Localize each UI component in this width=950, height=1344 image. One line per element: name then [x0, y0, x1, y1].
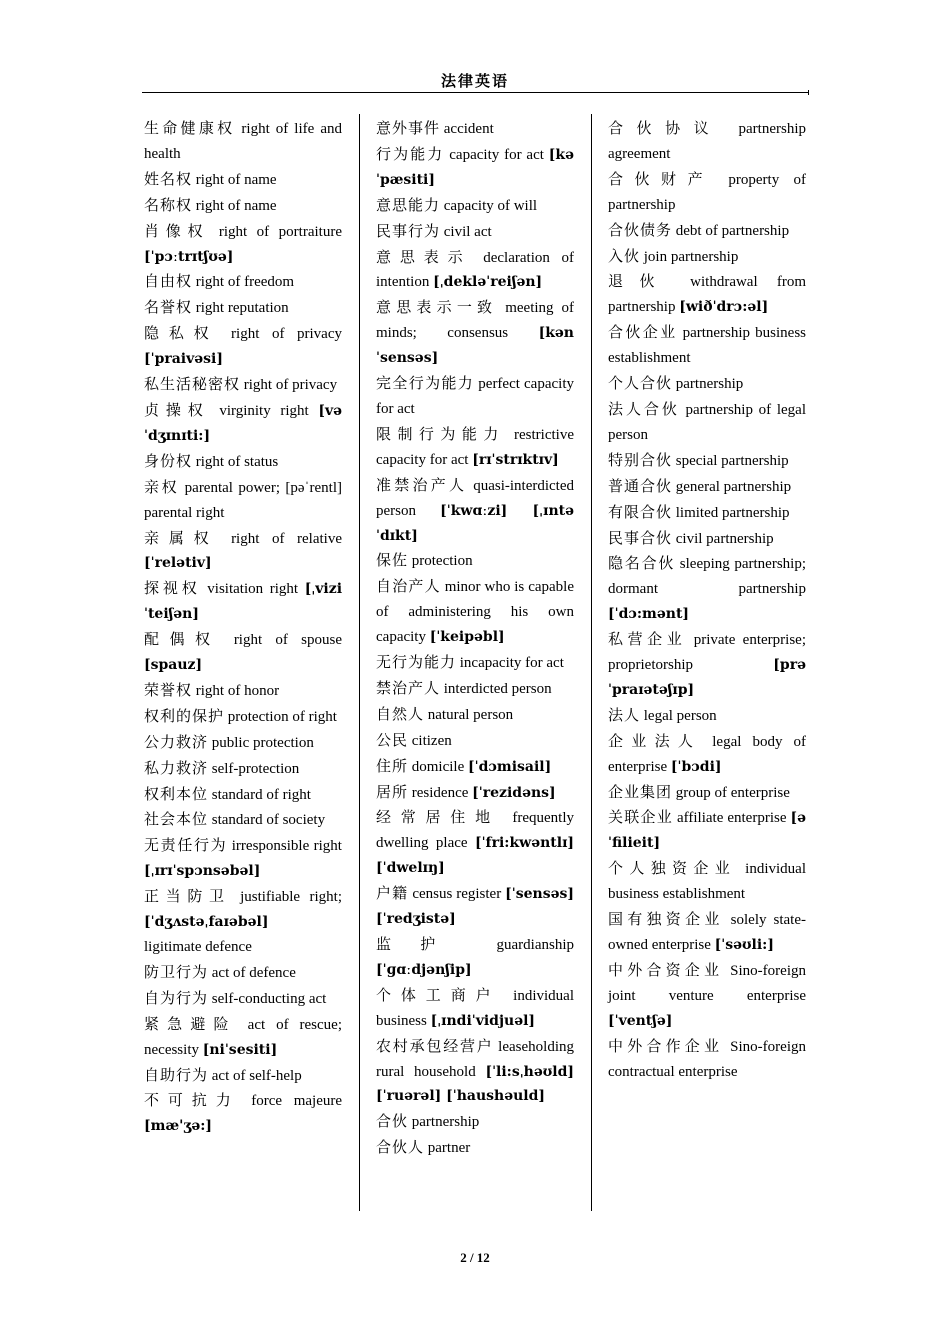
term-chinese: 个体工商户: [376, 985, 501, 1004]
term-chinese: 亲权: [144, 477, 180, 496]
glossary-entry: [376, 983, 574, 1034]
term-english: Sino-foreign joint venture enterprise: [608, 962, 806, 1004]
glossary-entry: [376, 650, 574, 676]
term-pronunciation: [ˈsensəs] [ˈredʒistə]: [376, 886, 574, 928]
term-english: right of privacy: [243, 377, 338, 394]
term-english: partnership of legal person: [608, 401, 806, 443]
term-english: interdicted person: [443, 680, 552, 697]
term-pronunciation: [spauz]: [144, 657, 203, 674]
glossary-entry: [608, 551, 806, 627]
glossary-entry: [608, 244, 806, 270]
glossary-entry: [144, 807, 342, 833]
term-chinese: 私力救济: [144, 758, 209, 777]
term-english: partnership: [675, 376, 744, 393]
term-english: capacity of will: [443, 197, 538, 214]
glossary-entry: [608, 627, 806, 703]
term-chinese: 合伙协议: [608, 119, 723, 137]
glossary-entry: [376, 881, 574, 932]
glossary-entry: [144, 782, 342, 808]
glossary-entry: [144, 449, 342, 475]
glossary-entry: [144, 833, 342, 884]
term-chinese: 自为行为: [144, 988, 209, 1007]
term-english: withdrawal from partnership: [608, 274, 807, 316]
term-chinese: 紧急避险: [144, 1014, 237, 1033]
term-chinese: 意思表示一致: [376, 298, 498, 317]
glossary-entry: [144, 193, 342, 219]
term-chinese: 正当防卫: [144, 887, 231, 906]
glossary-entry: [144, 704, 342, 730]
glossary-entry: [608, 856, 806, 907]
term-chinese: 民事行为: [376, 221, 441, 240]
term-english: justifiable right;: [240, 889, 342, 906]
term-english: right of freedom: [195, 274, 295, 291]
term-chinese: 无责任行为: [144, 836, 228, 855]
term-chinese: 名称权: [144, 195, 193, 214]
term-chinese: 防卫行为: [144, 962, 209, 981]
header-rule-tick: [808, 90, 809, 95]
term-english: group of enterprise: [675, 784, 790, 801]
term-english: individual business establishment: [608, 861, 806, 903]
page-number: 2 / 12: [460, 1250, 490, 1265]
term-english: right of life and health: [144, 121, 342, 162]
term-english: natural person: [427, 706, 514, 723]
term-english: partner: [427, 1140, 471, 1157]
glossary-entry: [376, 371, 574, 422]
term-english: sleeping partnership; dormant partnership: [608, 556, 806, 598]
glossary-entry: [144, 167, 342, 193]
term-chinese: 公民: [376, 730, 409, 749]
term-chinese: 配偶权: [144, 630, 221, 649]
term-chinese: 中外合资企业: [608, 960, 724, 979]
term-english: declaration of intention: [376, 249, 575, 291]
glossary-entry: [608, 218, 806, 244]
glossary-entry: [376, 116, 574, 142]
term-english: right of portraiture: [218, 223, 342, 240]
glossary-entry: [144, 730, 342, 756]
glossary-entry: [144, 1088, 342, 1139]
term-pronunciation: [ˈɡɑːdjənʃip]: [376, 961, 472, 978]
term-pronunciation: [ˈkwɑːzi] [ˌɪntəˈdɪkt]: [376, 502, 574, 544]
term-chinese: 经常居住地: [376, 808, 500, 827]
glossary-entry: [376, 193, 574, 219]
glossary-entry: [608, 167, 806, 218]
glossary-entry: [144, 526, 342, 577]
term-english: right reputation: [195, 300, 289, 317]
term-chinese: 农村承包经营户: [376, 1036, 494, 1055]
term-chinese: 意外事件: [376, 119, 441, 137]
term-pronunciation: [ˈli:sˌhəʊld] [ˈruərəl] [ˈhaushəuld]: [376, 1063, 574, 1105]
glossary-entry: [376, 548, 574, 574]
glossary-entry: [144, 295, 342, 321]
term-english: partnership: [411, 1114, 480, 1131]
glossary-entry: [608, 729, 806, 780]
term-english: legal body of enterprise: [608, 733, 806, 775]
term-english: Sino-foreign contractual enterprise: [608, 1038, 806, 1080]
term-english: visitation right: [207, 581, 299, 598]
term-english: minor who is capable of administering his own capacity: [376, 579, 575, 646]
term-english: right of spouse: [233, 632, 342, 649]
term-chinese: 企业法人: [608, 731, 702, 750]
term-pronunciation: [prəˈpraɪətəʃɪp]: [608, 657, 806, 698]
term-pronunciation: [ˈpɔːtrɪtʃʊə]: [144, 248, 234, 265]
glossary-entry: [144, 986, 342, 1012]
term-chinese: 民事合伙: [608, 528, 673, 547]
glossary-entry: [144, 1012, 342, 1063]
glossary-entry: [376, 728, 574, 754]
term-pronunciation: [kənˈsensəs]: [376, 325, 574, 367]
term-chinese: 肖像权: [144, 221, 210, 240]
term-pronunciation: [ˈrelətiv]: [144, 555, 212, 572]
term-english: leaseholding rural household: [376, 1038, 574, 1080]
header-rule: [142, 92, 809, 93]
term-chinese: 私生活秘密权: [144, 375, 241, 394]
term-english: guardianship: [496, 937, 574, 953]
glossary-entry: [376, 473, 574, 549]
term-english: public protection: [211, 734, 314, 751]
term-chinese: 权利的保护: [144, 706, 225, 725]
term-english: parental power; [pəˈrentl] parental right: [144, 479, 342, 521]
glossary-entry: [144, 1063, 342, 1089]
term-pronunciation: [ˈventʃə]: [608, 1012, 673, 1029]
glossary-entry: [376, 1109, 574, 1135]
term-english: capacity for act: [449, 146, 544, 163]
term-chinese: 私营企业: [608, 630, 687, 649]
term-chinese: 亲属权: [144, 528, 219, 547]
glossary-entry: [608, 448, 806, 474]
term-english: perfect capacity for act: [376, 376, 574, 417]
term-chinese: 关联企业: [608, 808, 673, 827]
term-chinese: 退伙: [608, 272, 671, 291]
term-chinese: 贞操权: [144, 400, 210, 419]
term-english: special partnership: [675, 452, 789, 469]
term-english: right of relative: [231, 530, 343, 547]
term-english: right of name: [195, 171, 277, 188]
glossary-entry: [608, 500, 806, 526]
term-chinese: 权利本位: [144, 784, 209, 803]
term-english: ligitimate defence: [144, 939, 252, 955]
term-chinese: 合伙人: [376, 1138, 425, 1157]
term-chinese: 准禁治产人: [376, 475, 468, 494]
term-chinese: 隐私权: [144, 324, 219, 343]
term-chinese: 合伙: [376, 1112, 409, 1131]
glossary-entry: [144, 219, 342, 270]
term-chinese: 行为能力: [376, 144, 445, 163]
term-chinese: 特别合伙: [608, 450, 673, 469]
glossary-entry: [144, 960, 342, 986]
term-english: partnership business establishment: [608, 325, 806, 367]
glossary-entry: [608, 371, 806, 397]
term-chinese: 法人合伙: [608, 399, 680, 418]
term-chinese: 自由权: [144, 272, 193, 291]
term-chinese: 荣誉权: [144, 680, 193, 699]
glossary-entry: [144, 756, 342, 782]
glossary-entry: [144, 372, 342, 398]
glossary-entry: [144, 321, 342, 372]
term-chinese: 居所: [376, 782, 409, 801]
glossary-entry: [608, 780, 806, 806]
term-pronunciation: [ˈfri:kwəntlɪ] [ˈdwelɪŋ]: [376, 835, 575, 877]
term-english: standard of society: [211, 812, 326, 829]
term-chinese: 个人独资企业: [608, 859, 737, 878]
glossary-entry: [144, 884, 342, 935]
term-chinese: 合伙财产: [608, 169, 715, 188]
term-english: right of name: [195, 197, 277, 214]
term-english: incapacity for act: [459, 655, 564, 672]
term-chinese: 入伙: [608, 246, 641, 265]
term-chinese: 自然人: [376, 704, 425, 723]
term-english: meeting of minds; consensus: [376, 300, 574, 342]
term-chinese: 个人合伙: [608, 374, 673, 393]
term-english: citizen: [411, 732, 452, 749]
term-english: right of honor: [195, 682, 280, 699]
term-chinese: 合伙债务: [608, 220, 673, 239]
term-pronunciation: [əˈfilieit]: [608, 810, 807, 852]
term-chinese: 不可抗力: [144, 1091, 240, 1110]
term-english: affiliate enterprise: [676, 810, 787, 827]
term-chinese: 意思表示: [376, 247, 472, 266]
term-english: act of rescue; necessity: [144, 1016, 342, 1058]
term-english: protection: [411, 553, 473, 570]
term-pronunciation: [vəˈdʒɪnɪti:]: [144, 402, 342, 444]
term-english: private enterprise; proprietorship: [608, 632, 806, 674]
term-pronunciation: [wiðˈdrɔ:əl]: [679, 299, 769, 316]
term-english: irresponsible right: [231, 838, 342, 855]
glossary-entry: [608, 805, 806, 856]
glossary-entry: [376, 780, 574, 806]
term-pronunciation: [ˌviziˈteiʃən]: [144, 581, 343, 623]
term-english: limited partnership: [675, 504, 790, 521]
term-english: legal person: [643, 707, 717, 724]
term-english: domicile: [411, 758, 465, 775]
term-english: general partnership: [675, 478, 792, 495]
term-chinese: 名誉权: [144, 298, 193, 317]
term-chinese: 国有独资企业: [608, 910, 724, 929]
glossary-entry: [608, 116, 806, 167]
term-english: frequently dwelling place: [376, 810, 574, 852]
term-english: civil act: [443, 223, 492, 240]
term-english: force majeure: [251, 1093, 343, 1110]
term-pronunciation: [ˈsəʊli:]: [714, 937, 774, 953]
term-english: act of self-help: [211, 1067, 302, 1084]
glossary-entry: [608, 958, 806, 1034]
term-pronunciation: [ˈkeipəbl]: [429, 629, 505, 646]
term-chinese: 探视权: [144, 579, 201, 598]
term-chinese: 企业集团: [608, 782, 673, 801]
glossary-entry: [144, 269, 342, 295]
term-english: individual business: [376, 987, 574, 1029]
term-pronunciation: [ˈdɔmisail]: [468, 758, 552, 775]
glossary-entry: [376, 1034, 574, 1110]
term-chinese: 限制行为能力: [376, 424, 505, 443]
term-pronunciation: [mæ'ʒə:]: [144, 1118, 213, 1135]
term-chinese: 有限合伙: [608, 502, 673, 521]
term-pronunciation: [kəˈpæsiti]: [376, 146, 574, 188]
term-pronunciation: [rɪˈstrɪktɪv]: [472, 451, 559, 468]
term-english: self-conducting act: [211, 990, 327, 1007]
glossary-entry: [144, 475, 342, 526]
glossary-entry: [608, 397, 806, 448]
column-divider-1: [359, 114, 360, 1211]
glossary-entry: [144, 398, 342, 449]
glossary-entry: [144, 678, 342, 704]
glossary-entry: [608, 474, 806, 500]
term-pronunciation: [ˈpraivəsi]: [144, 351, 223, 368]
term-chinese: 合伙企业: [608, 323, 678, 342]
term-chinese: 住所: [376, 756, 409, 775]
term-english: quasi-interdicted person: [376, 477, 574, 519]
glossary-entry: [144, 116, 342, 167]
term-chinese: 保佐: [376, 551, 409, 570]
term-chinese: 户籍: [376, 884, 409, 903]
glossary-entry: [144, 935, 342, 960]
term-english: debt of partnership: [675, 222, 790, 239]
term-english: protection of right: [227, 708, 337, 725]
glossary-column-3: [608, 116, 806, 1084]
term-pronunciation: [ˌɪndiˈvidjuəl]: [430, 1012, 536, 1029]
term-chinese: 禁治产人: [376, 678, 441, 697]
term-chinese: 普通合伙: [608, 476, 673, 495]
glossary-entry: [376, 805, 574, 881]
term-pronunciation: [niˈsesiti]: [202, 1041, 278, 1058]
term-pronunciation: [ˈbɔdi]: [670, 758, 722, 775]
term-english: join partnership: [643, 248, 739, 265]
glossary-entry: [608, 1034, 806, 1085]
term-pronunciation: [ˌdekləˈreiʃən]: [433, 274, 543, 291]
glossary-entry: [376, 702, 574, 728]
glossary-entry: [376, 142, 574, 193]
term-english: partnership agreement: [608, 121, 806, 162]
term-pronunciation: [ˈdʒʌstəˌfaɪəbəl]: [144, 914, 269, 931]
glossary-entry: [376, 574, 574, 650]
glossary-entry: [144, 576, 342, 627]
term-chinese: 社会本位: [144, 810, 209, 829]
term-english: census register: [412, 886, 502, 903]
glossary-entry: [376, 245, 574, 296]
glossary-column-1: [144, 116, 342, 1139]
term-english: solely state-owned enterprise: [608, 912, 806, 953]
term-chinese: 完全行为能力: [376, 374, 475, 393]
term-chinese: 身份权: [144, 451, 193, 470]
term-english: virginity right: [219, 402, 309, 419]
term-chinese: 自助行为: [144, 1065, 209, 1084]
glossary-entry: [608, 526, 806, 552]
term-pronunciation: [ˈrezidəns]: [472, 784, 556, 801]
glossary-entry: [376, 932, 574, 983]
term-chinese: 监护: [376, 935, 465, 953]
term-chinese: 法人: [608, 705, 641, 724]
term-chinese: 无行为能力: [376, 653, 457, 672]
glossary-entry: [608, 320, 806, 371]
term-chinese: 生命健康权: [144, 119, 236, 137]
term-chinese: 姓名权: [144, 169, 193, 188]
glossary-entry: [376, 295, 574, 371]
term-chinese: 自治产人: [376, 577, 441, 596]
glossary-entry: [376, 422, 574, 473]
term-english: right of privacy: [231, 326, 342, 343]
term-english: residence: [411, 784, 469, 801]
term-pronunciation: [ˌɪrɪˈspɔnsəbəl]: [144, 863, 261, 880]
term-chinese: 隐名合伙: [608, 554, 676, 573]
term-pronunciation: [ˈdɔ:mənt]: [608, 606, 690, 623]
term-english: civil partnership: [675, 530, 774, 547]
term-english: restrictive capacity for act: [376, 426, 574, 468]
term-english: self-protection: [211, 760, 300, 777]
term-chinese: 中外合作企业: [608, 1036, 724, 1055]
term-english: property of partnership: [608, 171, 806, 213]
glossary-entry: [144, 627, 342, 678]
glossary-entry: [376, 754, 574, 780]
term-english: right of status: [195, 453, 279, 470]
term-english: accident: [443, 121, 494, 137]
page-header-title: 法律英语: [440, 74, 509, 90]
glossary-entry: [376, 1135, 574, 1161]
term-chinese: 意思能力: [376, 195, 441, 214]
glossary-entry: [608, 703, 806, 729]
glossary-entry: [376, 676, 574, 702]
term-english: standard of right: [211, 786, 311, 803]
glossary-entry: [376, 219, 574, 245]
glossary-column-2: [376, 116, 574, 1161]
column-divider-2: [591, 114, 592, 1211]
term-chinese: 公力救济: [144, 732, 209, 751]
glossary-entry: [608, 269, 806, 320]
glossary-entry: [608, 907, 806, 958]
term-english: act of defence: [211, 964, 296, 981]
